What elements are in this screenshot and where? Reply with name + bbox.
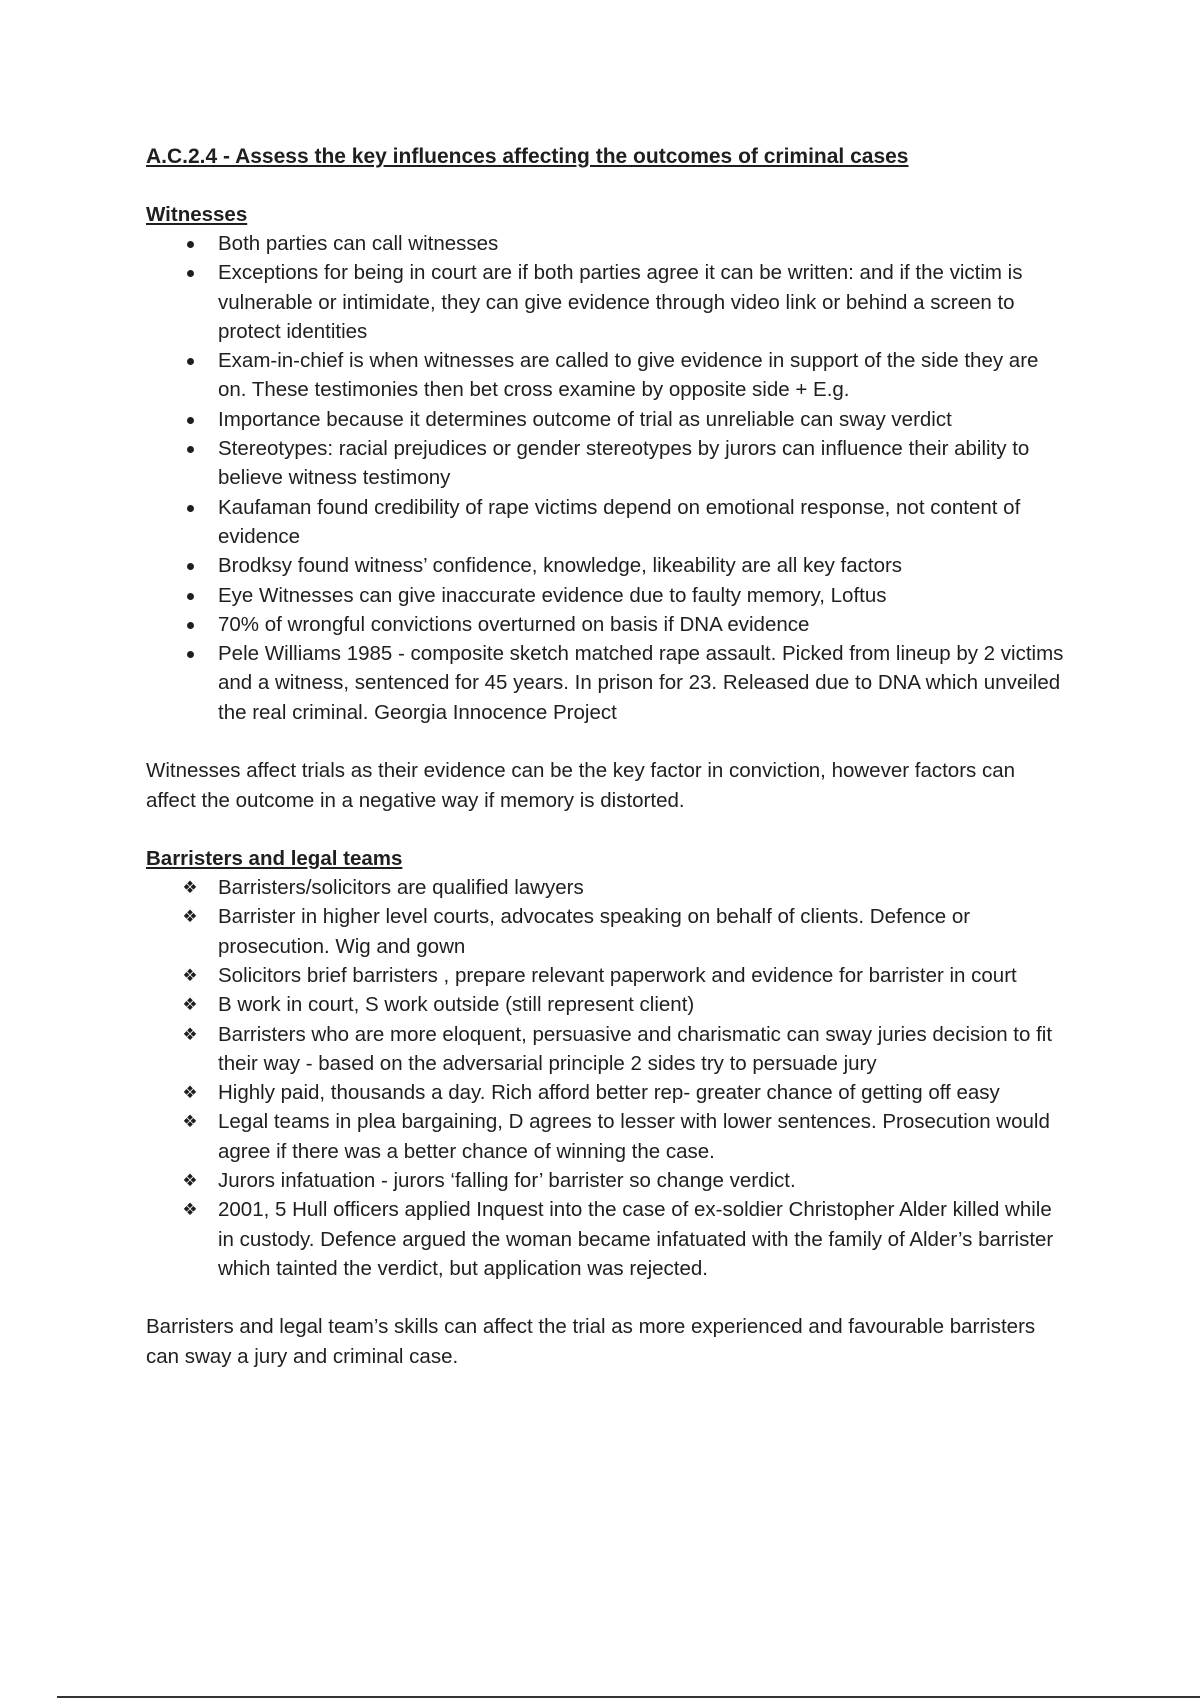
bullet-dot-icon <box>180 258 200 287</box>
barristers-heading: Barristers and legal teams <box>146 847 403 871</box>
page-bottom-divider <box>57 1696 1200 1698</box>
diamond-bullet-icon: ❖ <box>182 1200 198 1220</box>
bullet-dot-icon <box>180 346 200 375</box>
list-item: Importance because it determines outcome of trial as unreliable can sway verdict <box>146 405 1066 434</box>
bullet-dot-icon <box>180 493 200 522</box>
list-item: Stereotypes: racial prejudices or gender stereotypes by jurors can influence their ability to believe witness testimony <box>146 434 1066 493</box>
list-item: Exam-in-chief is when witnesses are called to give evidence in support of the side they are on. These testimonies then bet cross examine by opposite side + E.g. <box>146 346 1066 405</box>
list-item: ❖ 2001, 5 Hull officers applied Inquest into the case of ex-soldier Christopher Alder killed while in custody. Defence argued the woman became infatuated with the family of Alder’s barrister which tainted the verdict, but application was rejected. <box>146 1195 1066 1283</box>
list-item: Eye Witnesses can give inaccurate evidence due to faulty memory, Loftus <box>146 581 1066 610</box>
witnesses-list <box>146 229 1066 727</box>
diamond-bullet-icon: ❖ <box>182 995 198 1015</box>
page-title: A.C.2.4 - Assess the key influences affecting the outcomes of criminal cases <box>146 145 909 168</box>
list-item: ❖ Highly paid, thousands a day. Rich afford better rep- greater chance of getting off easy <box>146 1078 1066 1107</box>
list-item: ❖ Legal teams in plea bargaining, D agrees to lesser with lower sentences. Prosecution would agree if there was a better chance of winning the case. <box>146 1107 1066 1166</box>
diamond-bullet-icon: ❖ <box>182 965 198 985</box>
diamond-bullet-icon: ❖ <box>182 878 198 898</box>
list-item: 70% of wrongful convictions overturned on basis if DNA evidence <box>146 610 1066 639</box>
bullet-dot-icon <box>180 610 200 639</box>
list-item: Kaufaman found credibility of rape victims depend on emotional response, not content of evidence <box>146 493 1066 552</box>
list-item: ❖ Jurors infatuation - jurors ‘falling for’ barrister so change verdict. <box>146 1166 1066 1195</box>
bullet-dot-icon <box>180 581 200 610</box>
list-item: ❖ Solicitors brief barristers , prepare relevant paperwork and evidence for barrister in court <box>146 961 1066 990</box>
list-item: ❖ Barristers/solicitors are qualified lawyers <box>146 873 1066 902</box>
list-item: Pele Williams 1985 - composite sketch matched rape assault. Picked from lineup by 2 victims and a witness, sentenced for 45 years. In prison for 23. Released due to DNA which unveiled the real criminal. Georgia Innocence Project <box>146 639 1066 727</box>
diamond-bullet-icon: ❖ <box>182 1083 198 1103</box>
bullet-dot-icon <box>180 405 200 434</box>
diamond-bullet-icon: ❖ <box>182 907 198 927</box>
document-page <box>146 142 1066 1371</box>
diamond-bullet-icon: ❖ <box>182 1171 198 1191</box>
barristers-list <box>146 873 1066 1283</box>
list-item: Brodksy found witness’ confidence, knowledge, likeability are all key factors <box>146 551 1066 580</box>
diamond-bullet-icon: ❖ <box>182 1024 198 1044</box>
bullet-dot-icon <box>180 229 200 258</box>
barristers-summary: Barristers and legal team’s skills can affect the trial as more experienced and favourable barristers can sway a jury and criminal case. <box>146 1315 1036 1368</box>
diamond-bullet-icon: ❖ <box>182 1112 198 1132</box>
bullet-dot-icon <box>180 639 200 668</box>
list-item: ❖ B work in court, S work outside (still represent client) <box>146 990 1066 1019</box>
list-item: Exceptions for being in court are if both parties agree it can be written: and if the victim is vulnerable or intimidate, they can give evidence through video link or behind a screen to protect identities <box>146 258 1066 346</box>
bullet-dot-icon <box>180 551 200 580</box>
witnesses-heading: Witnesses <box>146 203 248 226</box>
list-item: ❖ Barristers who are more eloquent, persuasive and charismatic can sway juries decision to fit their way - based on the adversarial principle 2 sides try to persuade jury <box>146 1020 1066 1079</box>
list-item: Both parties can call witnesses <box>146 229 1066 258</box>
witnesses-summary: Witnesses affect trials as their evidence can be the key factor in conviction, however factors can affect the outcome in a negative way if memory is distorted. <box>146 759 1016 812</box>
list-item: ❖ Barrister in higher level courts, advocates speaking on behalf of clients. Defence or prosecution. Wig and gown <box>146 902 1066 961</box>
bullet-dot-icon <box>180 434 200 463</box>
